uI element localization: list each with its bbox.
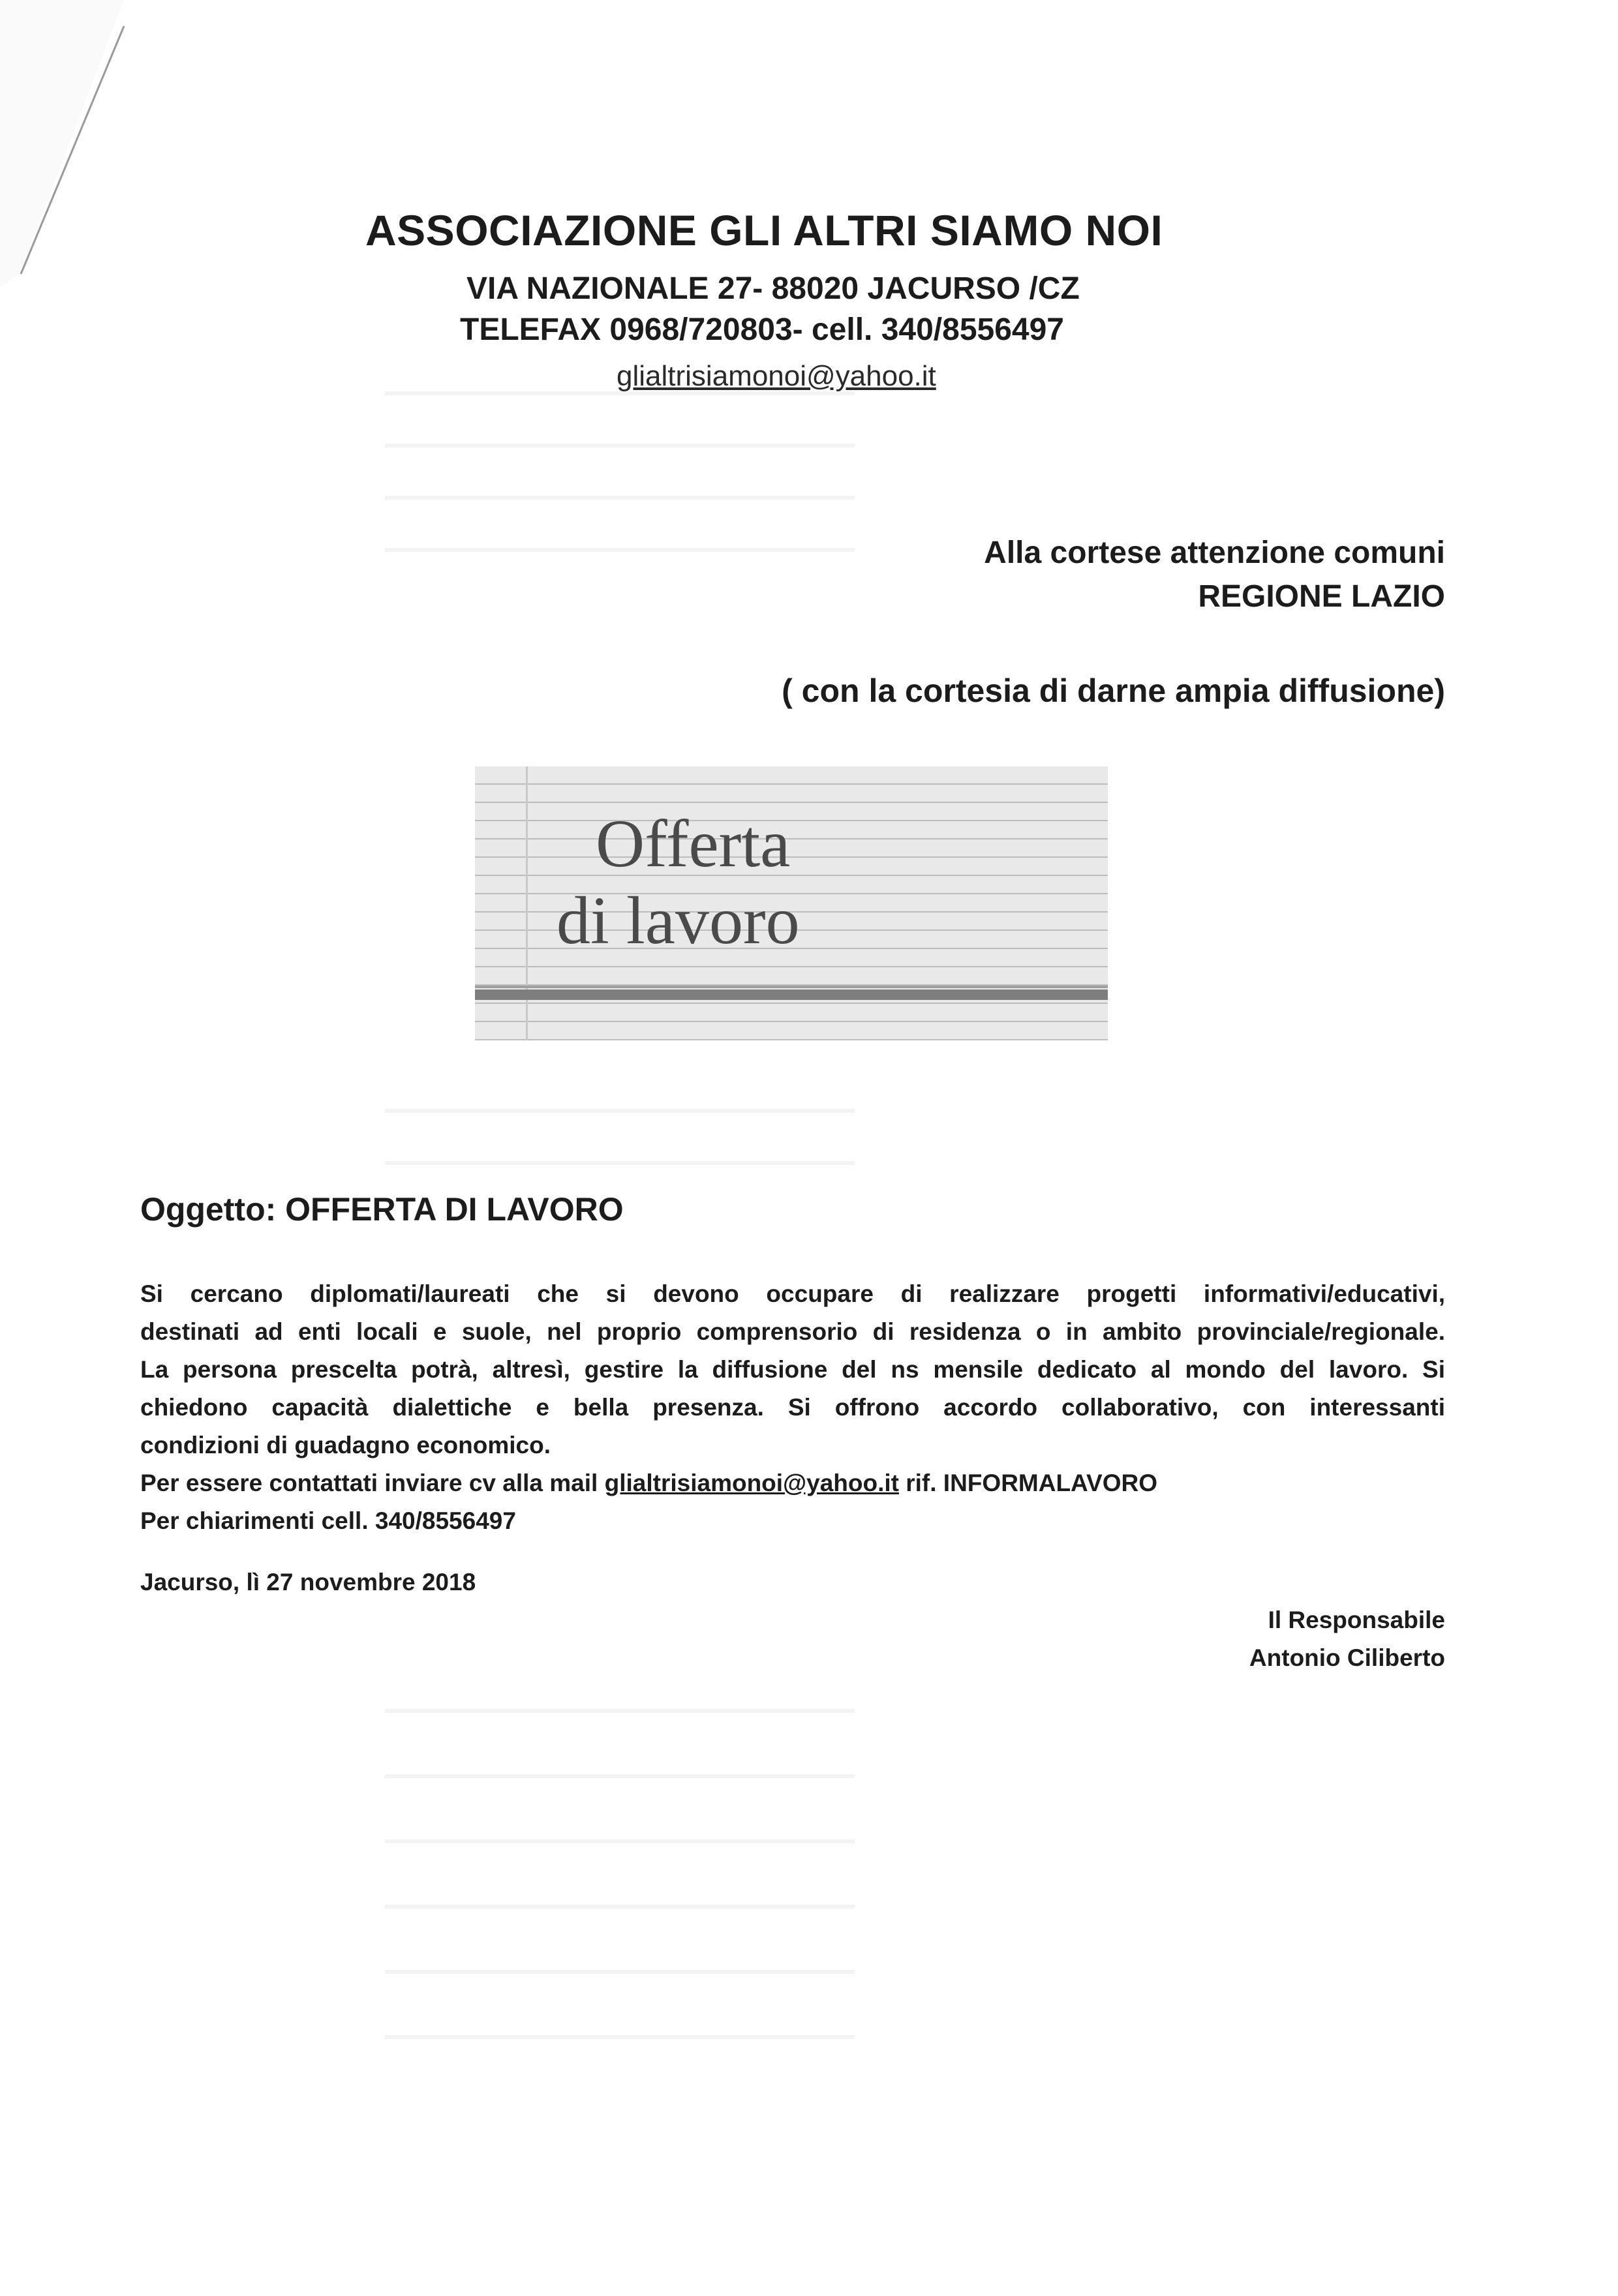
bleed-through bbox=[385, 1709, 855, 1713]
addressee-block bbox=[984, 535, 1445, 614]
letter-date: Jacurso, lì 27 novembre 2018 bbox=[140, 1569, 476, 1595]
banner-line-1: Offerta bbox=[596, 806, 791, 881]
subject-line: Oggetto: OFFERTA DI LAVORO bbox=[140, 1191, 624, 1228]
organization-email: glialtrisiamonoi@yahoo.it bbox=[617, 360, 936, 392]
bleed-through bbox=[385, 496, 855, 500]
contact-suffix: rif. INFORMALAVORO bbox=[898, 1470, 1157, 1496]
bleed-through bbox=[385, 1161, 855, 1165]
contact-prefix: Per essere contattati inviare cv alla mail bbox=[140, 1470, 605, 1496]
banner-text bbox=[557, 806, 800, 959]
addressee-line: Alla cortese attenzione comuni bbox=[984, 536, 1445, 570]
bleed-through bbox=[385, 2035, 855, 2039]
organization-name: ASSOCIAZIONE GLI ALTRI SIAMO NOI bbox=[365, 206, 1163, 254]
body-line: Si cercano diplomati/laureati che si devono occupare di realizzare progetti informativi/educativi, bbox=[140, 1280, 1445, 1307]
job-offer-banner-image bbox=[475, 766, 1108, 1040]
body-line: La persona prescelta potrà, altresì, gestire la diffusione del ns mensile dedicato al mondo del lavoro. Si bbox=[140, 1356, 1445, 1383]
bleed-through bbox=[385, 1905, 855, 1909]
organization-phone: TELEFAX 0968/720803- cell. 340/8556497 bbox=[460, 312, 1064, 347]
bleed-through bbox=[385, 1774, 855, 1778]
bleed-through bbox=[385, 548, 855, 552]
contact-email-link[interactable]: glialtrisiamonoi@yahoo.it bbox=[604, 1470, 899, 1496]
banner-band bbox=[475, 989, 1108, 1000]
bleed-through bbox=[385, 1109, 855, 1113]
signer-role: Il Responsabile bbox=[1268, 1607, 1445, 1633]
bleed-through bbox=[385, 1839, 855, 1843]
contact-line bbox=[140, 1464, 1445, 1502]
organization-address: VIA NAZIONALE 27- 88020 JACURSO /CZ bbox=[466, 271, 1080, 306]
info-line: Per chiarimenti cell. 340/8556497 bbox=[140, 1507, 516, 1534]
diffusion-note: ( con la cortesia di darne ampia diffusione) bbox=[782, 672, 1445, 709]
banner-line-2: di lavoro bbox=[557, 883, 800, 958]
signature-block bbox=[1249, 1601, 1445, 1677]
scan-fold-shadow bbox=[0, 0, 170, 287]
body-line: condizioni di guadagno economico. bbox=[140, 1432, 551, 1458]
bleed-through bbox=[385, 1970, 855, 1974]
signer-name: Antonio Ciliberto bbox=[1249, 1644, 1445, 1671]
bleed-through bbox=[385, 444, 855, 447]
body-line: chiedono capacità dialettiche e bella presenza. Si offrono accordo collaborativo, con interessanti bbox=[140, 1394, 1445, 1421]
banner-band bbox=[475, 986, 1108, 988]
addressee-region: REGIONE LAZIO bbox=[1198, 579, 1445, 614]
letter-body bbox=[140, 1275, 1445, 1540]
body-line: destinati ad enti locali e suole, nel proprio comprensorio di residenza o in ambito provinciale/regionale. bbox=[140, 1318, 1445, 1345]
